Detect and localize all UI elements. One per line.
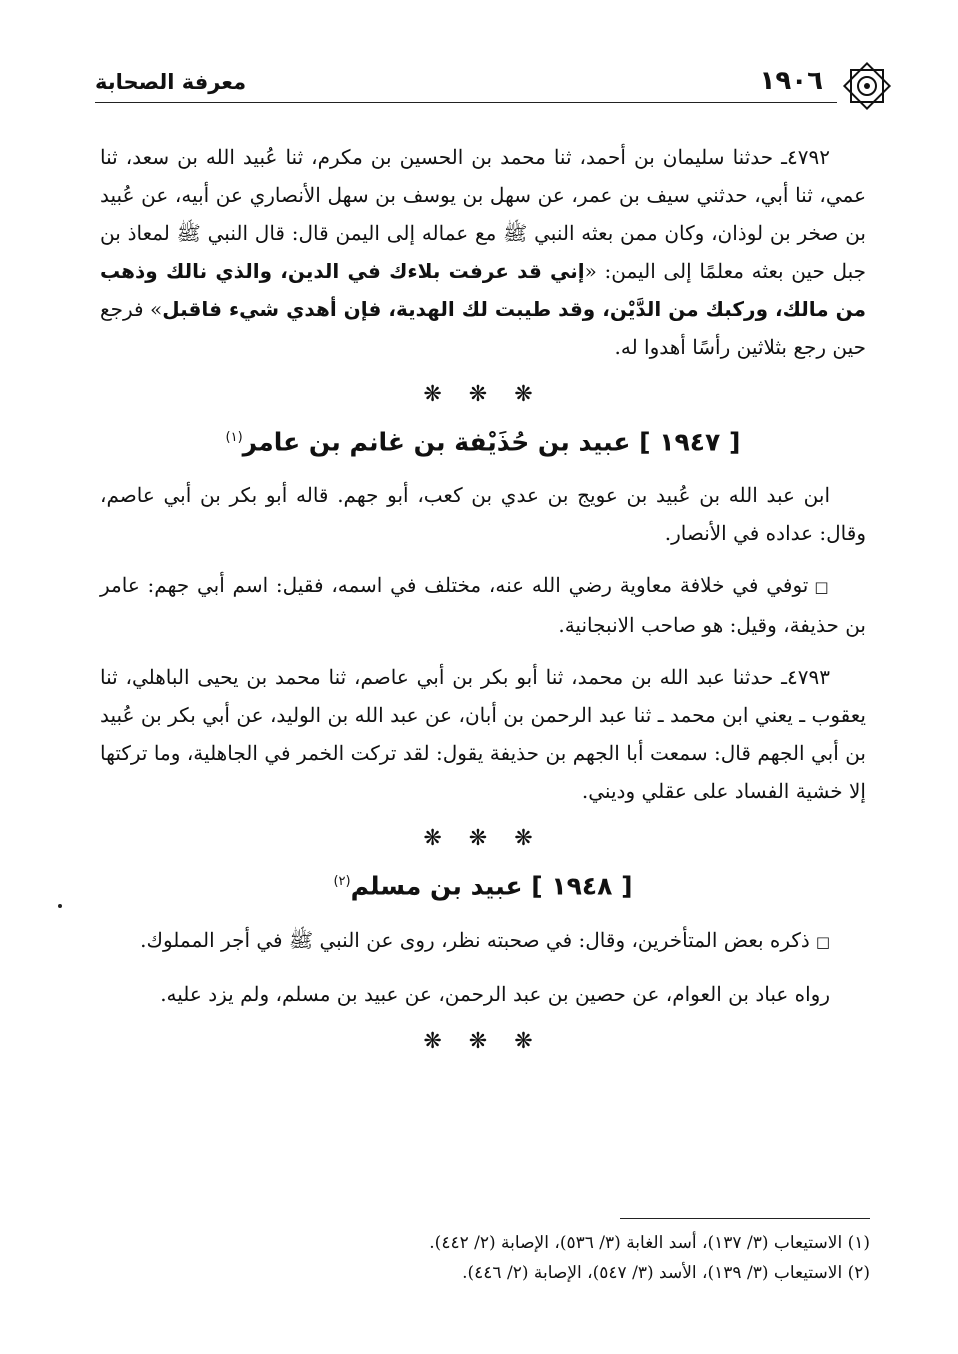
entry-note — [100, 921, 866, 961]
section-separator: ❋ ❋ ❋ — [423, 826, 543, 852]
hadith-quote: إني قد عرفت بلاءك في الدين، والذي نالك وذهب من مالك، وركبك من الدَّيْن، وقد طيبت لك الهدية، فإن أهدي شيء فاقبل — [100, 259, 866, 321]
section-separator: ❋ ❋ ❋ — [423, 1028, 543, 1054]
box-marker-icon: □ — [815, 932, 830, 951]
hadith-4793 — [100, 658, 866, 810]
entry-heading-1947 — [100, 418, 866, 462]
footnote-ref: (٢) — [333, 874, 351, 890]
page-number: ١٩٠٦ — [759, 66, 823, 96]
running-title: معرفة الصحابة — [95, 70, 247, 94]
footnotes — [300, 1228, 870, 1288]
box-marker-icon: □ — [814, 578, 830, 597]
scan-dot — [58, 904, 62, 908]
entry-heading-1948 — [100, 862, 866, 906]
hadith-number: ٤٧٩٣ — [787, 665, 830, 690]
section-separator: ❋ ❋ ❋ — [423, 382, 543, 407]
footnote: (١) الاستيعاب (٣/ ١٣٧)، أسد الغابة (٣/ ٥٣٦)، الإصابة (٢/ ٤٤٢). — [429, 1233, 870, 1253]
hadith-text-start: ـ حدثنا سليمان بن أحمد، ثنا محمد بن الحسين بن مكرم، ثنا عُبيد الله بن سعد، ثنا عمي، ثنا أبي، حدثني سيف بن عمر، عن سهل بن يوسف بن سهل الأنصاري عن أبيه، عن عُبيد بن صخر بن لوذان، وكان ممن بعثه النبي ﷺ مع عماله إلى اليمن قال: قال النبي ﷺ لمعاذ بن جبل حين بعثه معلمًا إلى اليمن: « — [100, 145, 866, 283]
star-ornament-icon — [839, 58, 895, 114]
entry-title: [ ١٩٤٨ ] عبيد بن مسلم — [350, 871, 633, 901]
footnote-rule — [620, 1218, 870, 1219]
entry-narration: رواه عباد بن العوام، عن حصين بن عبد الرحمن، عن عبيد بن مسلم، ولم يزد عليه. — [160, 981, 830, 1006]
hadith-text: ـ حدثنا عبد الله بن محمد، ثنا أبو بكر بن أبي عاصم، ثنا محمد بن يحيى الباهلي، ثنا يعقوب ـ يعني ابن محمد ـ ثنا عبد الرحمن بن أبان، عن عبد الله بن الوليد، عن أبي بكر بن عُبيد بن أبي الجهم قال: سمعت أبا الجهم بن حذيفة يقول: لقد تركت الخمر في الجاهلية، وما تركتها إلا خشية الفساد على عقلي وديني. — [100, 665, 866, 804]
hadith-4792 — [100, 138, 866, 366]
footnote-ref: (١) — [225, 430, 243, 445]
entry-title: [ ١٩٤٧ ] عبيد بن حُذَيْفة بن غانم بن عامر — [242, 427, 741, 457]
note-text: توفي في خلافة معاوية رضي الله عنه، مختلف في اسمه، فقيل: اسم أبي جهم: عامر بن حذيفة، وقيل: هو صاحب الانبجانية. — [100, 573, 866, 638]
entry-lineage: ابن عبد الله بن عُبيد بن عويج بن عدي بن كعب، أبو جهم. قاله أبو بكر بن أبي عاصم، وقال: عداده في الأنصار. — [100, 483, 866, 546]
footnote: (٢) الاستيعاب (٣/ ١٣٩)، الأسد (٣/ ٥٤٧)، الإصابة (٢/ ٤٤٦). — [462, 1263, 870, 1283]
note-text: ذكره بعض المتأخرين، وقال: في صحبته نظر، روى عن النبي ﷺ في أجر المملوك. — [140, 927, 810, 952]
header-rule — [95, 102, 837, 103]
page-body — [100, 138, 866, 1065]
hadith-number: ٤٧٩٢ — [787, 145, 830, 169]
page-header — [95, 60, 875, 104]
hadith-text-end: » فرجع حين رجع بثلاثين رأسًا أهدوا له. — [100, 297, 866, 359]
entry-note — [100, 566, 866, 644]
